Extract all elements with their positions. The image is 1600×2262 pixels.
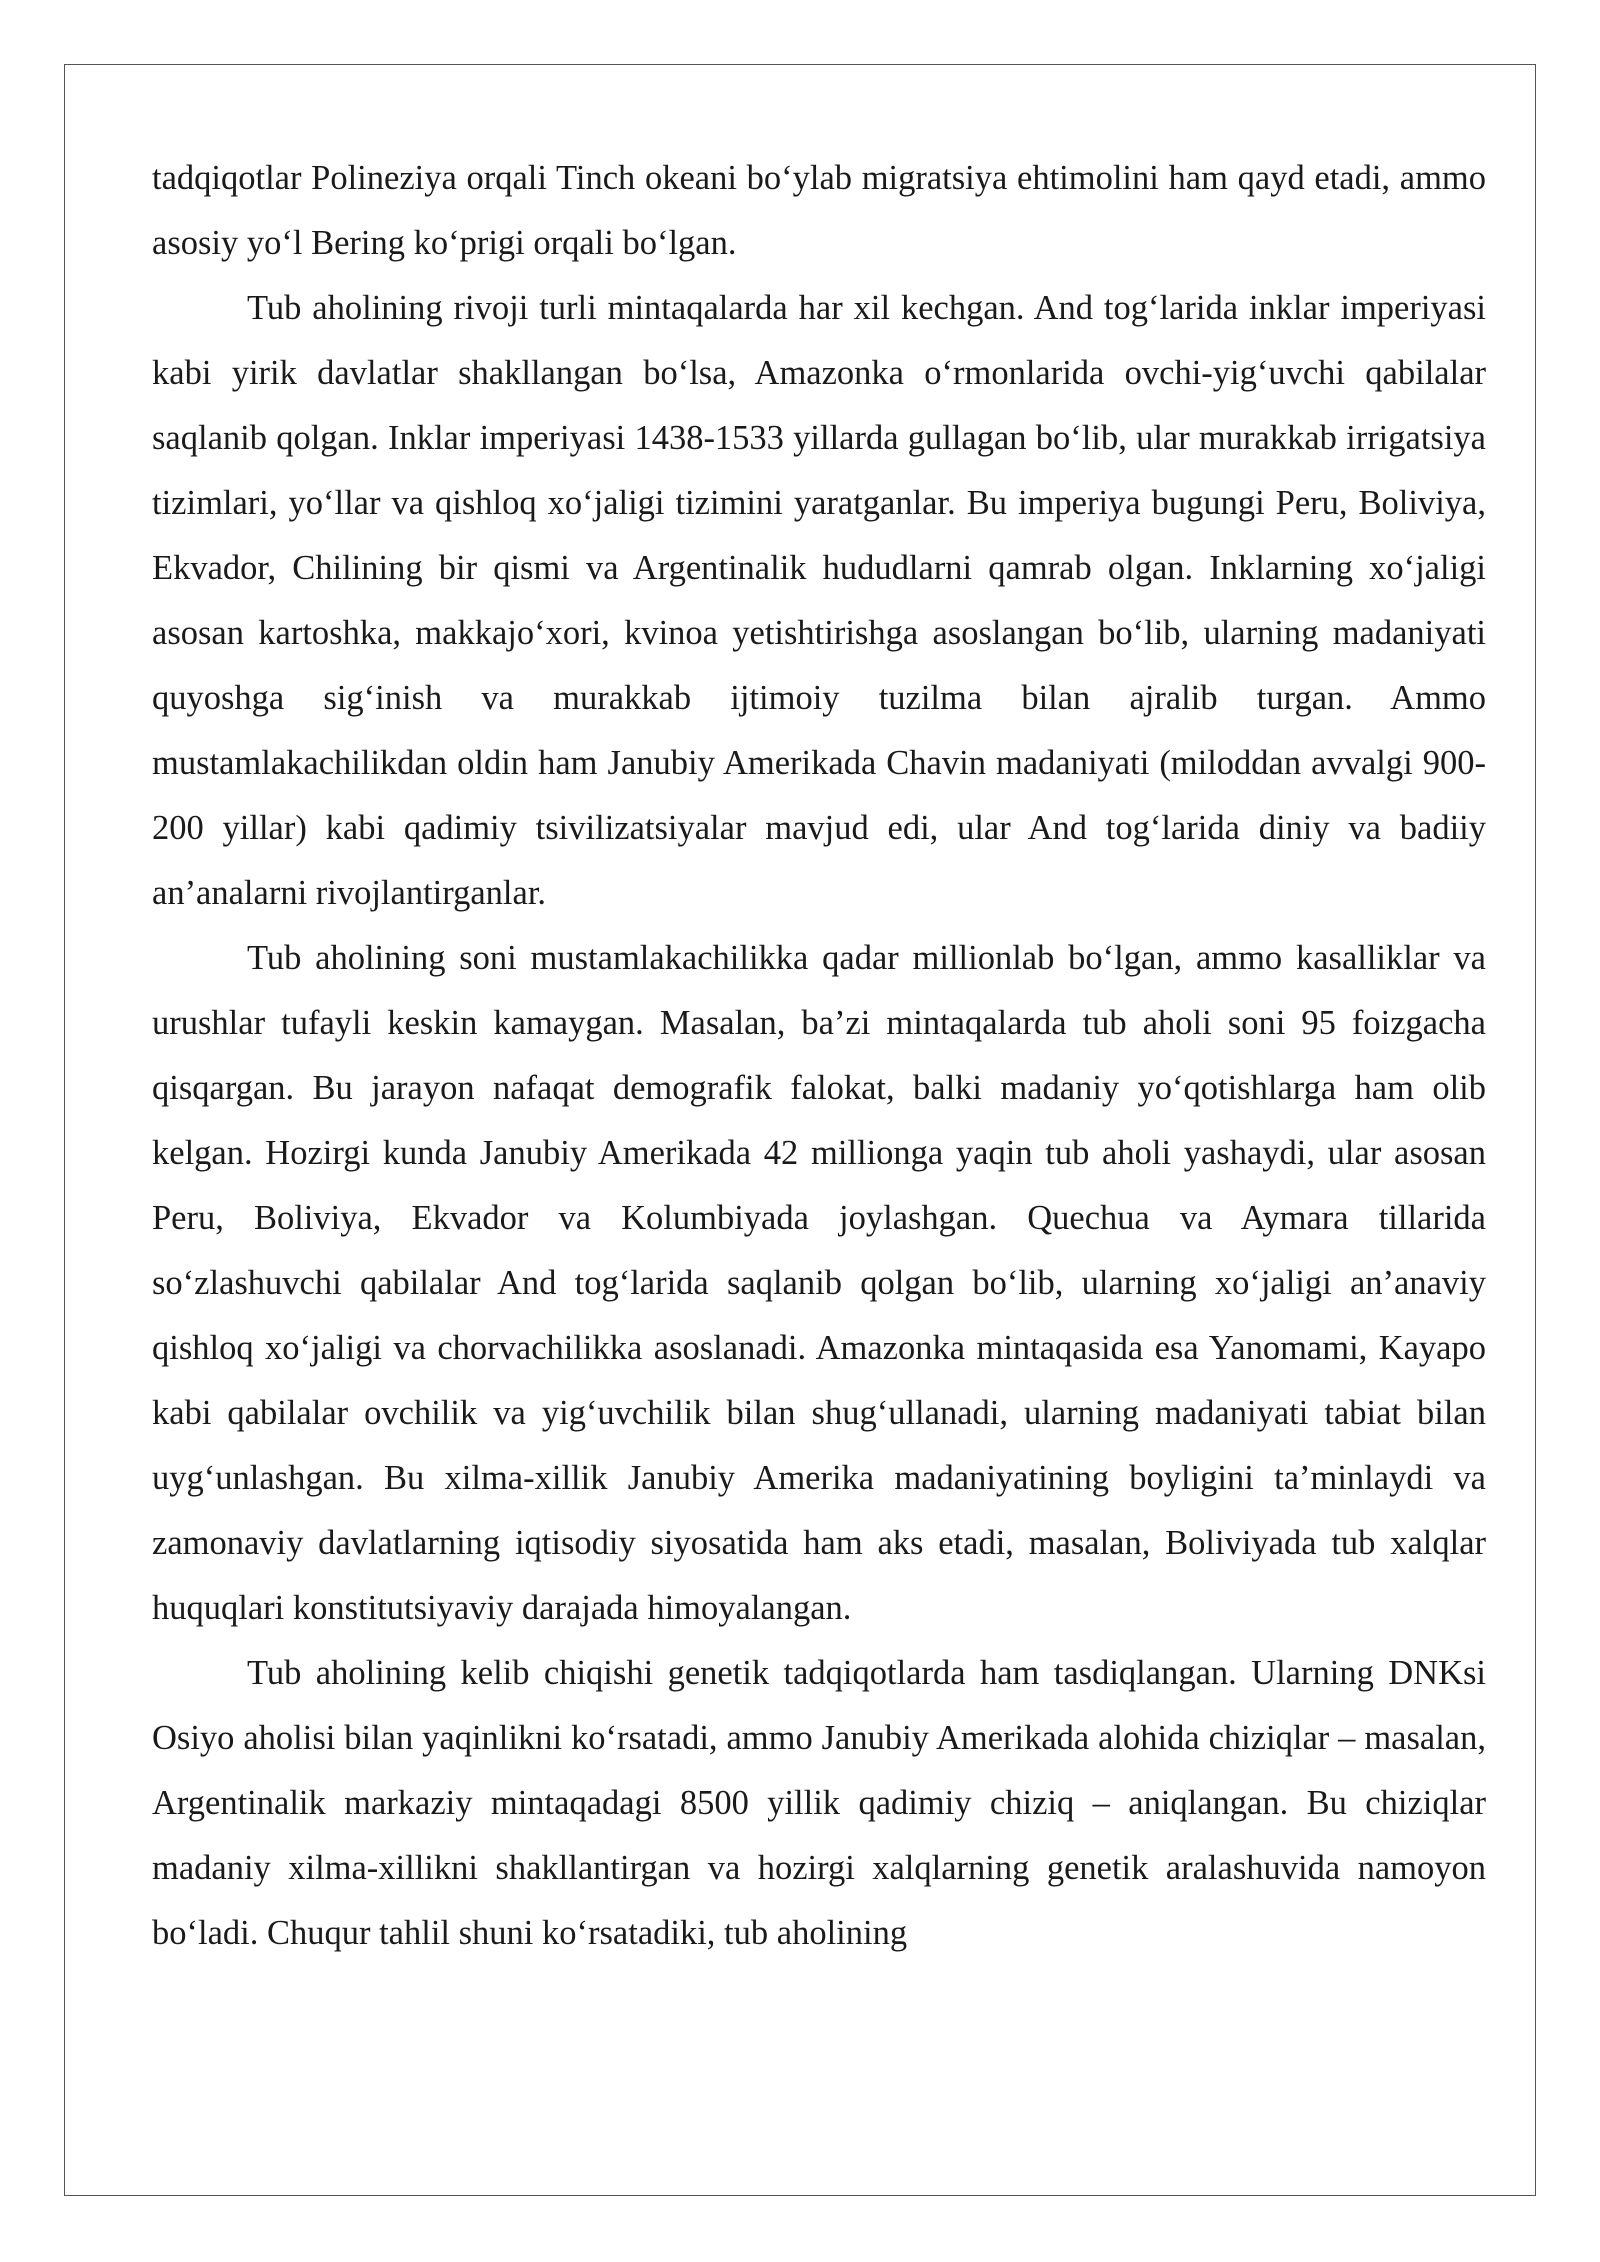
paragraph-4: Tub aholining kelib chiqishi genetik tadqiqotlarda ham tasdiqlangan. Ularning DNKsi Osiyo aholisi bilan yaqinlikni ko‘rsatadi, ammo Janubiy Amerikada alohida chiziqlar – masalan, Argentinalik markaziy mintaqadagi 8500 yillik qadimiy chiziq – aniqlangan. Bu chiziqlar madaniy xilma-xillikni shakllantirgan va hozirgi xalqlarning genetik aralashuvida namoyon bo‘ladi. Chuqur tahlil shuni ko‘rsatadiki, tub aholining xyxy=(152,1654,1486,1952)
paragraph-1: tadqiqotlar Polineziya orqali Tinch okeani bo‘ylab migratsiya ehtimolini ham qayd etadi, ammo asosiy yo‘l Bering ko‘prigi orqali bo‘lgan. xyxy=(152,159,1486,262)
paragraph-2: Tub aholining rivoji turli mintaqalarda har xil kechgan. And tog‘larida inklar imperiyasi kabi yirik davlatlar shakllangan bo‘lsa, Amazonka o‘rmonlarida ovchi-yig‘uvchi qabilalar saqlanib qolgan. Inklar imperiyasi 1438-1533 yillarda gullagan bo‘lib, ular murakkab irrigatsiya tizimlari, yo‘llar va qishloq xo‘jaligi tizimini yaratganlar. Bu imperiya bugungi Peru, Boliviya, Ekvador, Chilining bir qismi va Argentinalik hududlarni qamrab olgan. Inklarning xo‘jaligi asosan kartoshka, makkajo‘xori, kvinoa yetishtirishga asoslangan bo‘lib, ularning madaniyati quyoshga sig‘inish va murakkab ijtimoiy tuzilma bilan ajralib turgan. Ammo mustamlakachilikdan oldin ham Janubiy Amerikada Chavin madaniyati (miloddan avvalgi 900-200 yillar) kabi qadimiy tsivilizatsiyalar mavjud edi, ular And tog‘larida diniy va badiiy an’analarni rivojlantirganlar. xyxy=(152,289,1486,912)
document-body xyxy=(152,146,1486,1966)
paragraph-3: Tub aholining soni mustamlakachilikka qadar millionlab bo‘lgan, ammo kasalliklar va urushlar tufayli keskin kamaygan. Masalan, ba’zi mintaqalarda tub aholi soni 95 foizgacha qisqargan. Bu jarayon nafaqat demografik falokat, balki madaniy yo‘qotishlarga ham olib kelgan. Hozirgi kunda Janubiy Amerikada 42 millionga yaqin tub aholi yashaydi, ular asosan Peru, Boliviya, Ekvador va Kolumbiyada joylashgan. Quechua va Aymara tillarida so‘zlashuvchi qabilalar And tog‘larida saqlanib qolgan bo‘lib, ularning xo‘jaligi an’anaviy qishloq xo‘jaligi va chorvachilikka asoslanadi. Amazonka mintaqasida esa Yanomami, Kayapo kabi qabilalar ovchilik va yig‘uvchilik bilan shug‘ullanadi, ularning madaniyati tabiat bilan uyg‘unlashgan. Bu xilma-xillik Janubiy Amerika madaniyatining boyligini ta’minlaydi va zamonaviy davlatlarning iqtisodiy siyosatida ham aks etadi, masalan, Boliviyada tub xalqlar huquqlari konstitutsiyaviy darajada himoyalangan. xyxy=(152,939,1486,1627)
